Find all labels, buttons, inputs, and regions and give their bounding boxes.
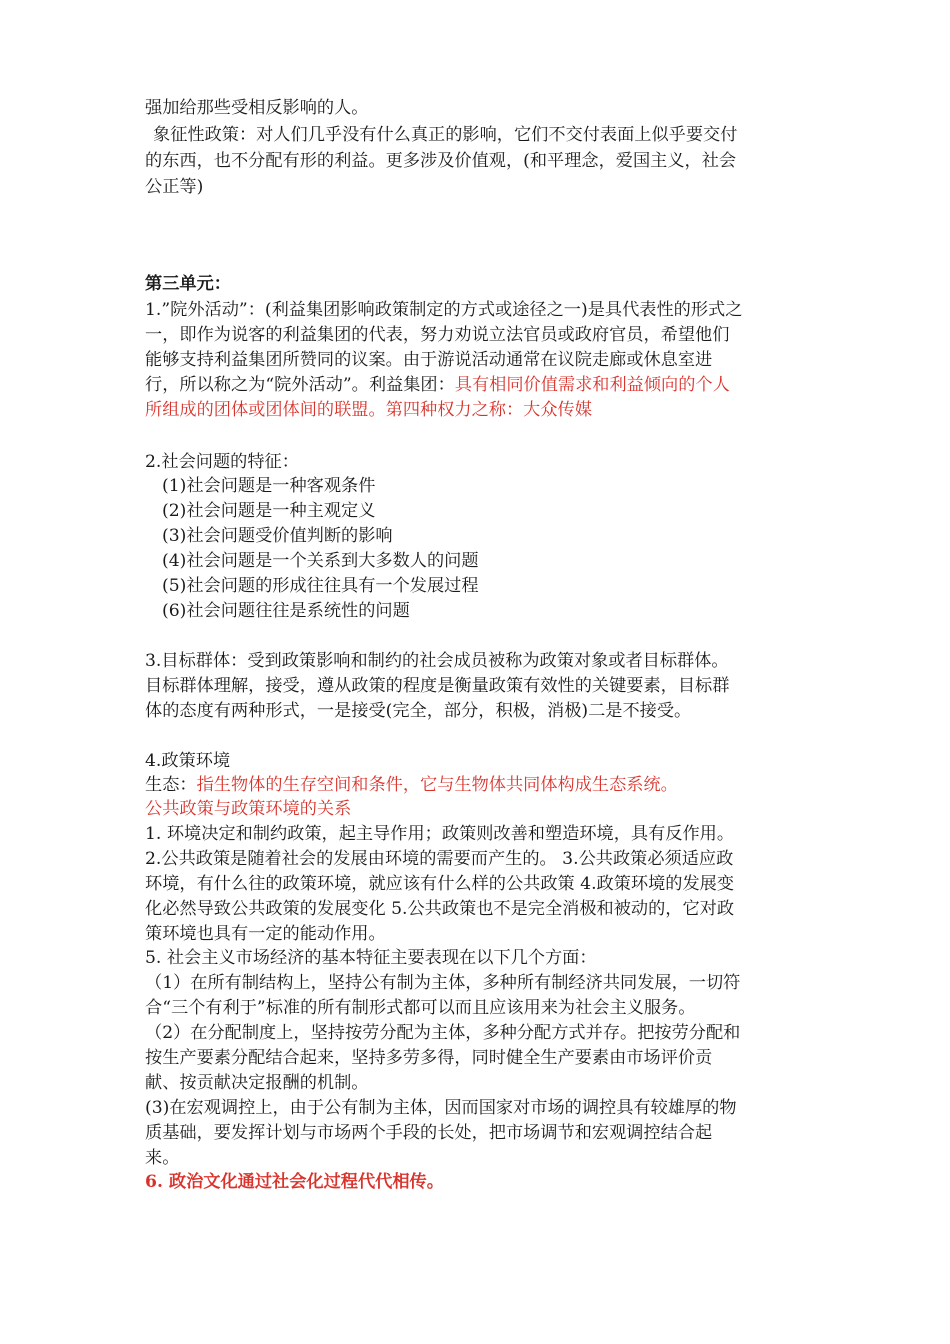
item6-line: 6. 政治文化通过社会化过程代代相传。 xyxy=(145,1172,444,1192)
text-line: 强加给那些受相反影响的人。 xyxy=(145,98,369,118)
item5-line: 合“三个有利于”标准的所有制形式都可以而且应该用来为社会主义服务。 xyxy=(145,998,696,1018)
relation-line: 环境，有什么往的政策环境，就应该有什么样的公共政策 4.政策环境的发展变 xyxy=(145,874,735,894)
item5-line: 质基础，要发挥计划与市场两个手段的长处，把市场调节和宏观调控结合起 xyxy=(145,1123,713,1143)
item3-line: 3.目标群体：受到政策影响和制约的社会成员被称为政策对象或者目标群体。 xyxy=(145,651,729,671)
item1-black-text: 行，所以称之为“院外活动”。利益集团： xyxy=(145,375,455,395)
text-line: 公正等) xyxy=(145,177,204,197)
item2-point: (1)社会问题是一种客观条件 xyxy=(162,476,376,496)
relation-line: 化必然导致公共政策的发展变化 5.公共政策也不是完全消极和被动的，它对政 xyxy=(145,899,735,919)
item5-line: 按生产要素分配结合起来，坚持多劳多得，同时健全生产要素由市场评价贡 xyxy=(145,1048,713,1068)
item2-point: (3)社会问题受价值判断的影响 xyxy=(162,526,393,546)
item1-line: 能够支持利益集团所赞同的议案。由于游说活动通常在议院走廊或休息室进 xyxy=(145,350,713,370)
item2-point: (2)社会问题是一种主观定义 xyxy=(162,501,376,521)
ecology-definition: 指生物体的生存空间和条件，它与生物体共同体构成生态系统。 xyxy=(196,775,678,795)
relation-line: 策环境也具有一定的能动作用。 xyxy=(145,924,386,944)
item1-red-line: 所组成的团体或团体间的联盟。第四种权力之称：大众传媒 xyxy=(145,400,592,420)
item1-line: 1.”院外活动”：(利益集团影响政策制定的方式或途径之一)是具代表性的形式之 xyxy=(145,300,743,320)
item5-line: 献、按贡献决定报酬的机制。 xyxy=(145,1073,369,1093)
item2-title: 2.社会问题的特征： xyxy=(145,452,299,472)
item4-title: 4.政策环境 xyxy=(145,751,231,771)
item5-line: （2）在分配制度上，坚持按劳分配为主体，多种分配方式并存。把按劳分配和 xyxy=(145,1023,741,1043)
item2-point: (6)社会问题往往是系统性的问题 xyxy=(162,601,410,621)
item2-point: (5)社会问题的形成往往具有一个发展过程 xyxy=(162,576,479,596)
item3-line: 体的态度有两种形式，一是接受(完全，部分，积极，消极)二是不接受。 xyxy=(145,701,692,721)
item5-line: （1）在所有制结构上，坚持公有制为主体，多种所有制经济共同发展，一切符 xyxy=(145,973,741,993)
item3-line: 目标群体理解，接受，遵从政策的程度是衡量政策有效性的关键要素，目标群 xyxy=(145,676,730,696)
relation-line: 2.公共政策是随着社会的发展由环境的需要而产生的。 3.公共政策必须适应政 xyxy=(145,849,734,869)
ecology-line xyxy=(145,773,810,798)
symbolic-policy-line: 象征性政策：对人们几乎没有什么真正的影响，它们不交付表面上似乎要交付 xyxy=(153,125,738,145)
item1-red-text: 具有相同价值需求和利益倾向的个人 xyxy=(454,375,730,395)
unit-heading: 第三单元： xyxy=(145,274,231,294)
relation-line: 1. 环境决定和制约政策，起主导作用；政策则改善和塑造环境，具有反作用。 xyxy=(145,824,735,844)
item2-point: (4)社会问题是一个关系到大多数人的问题 xyxy=(162,551,479,571)
item1-line xyxy=(145,373,810,398)
item5-line: (3)在宏观调控上，由于公有制为主体，因而国家对市场的调控具有较雄厚的物 xyxy=(145,1098,737,1118)
item5-title: 5. 社会主义市场经济的基本特征主要表现在以下几个方面： xyxy=(145,948,597,968)
text-line: 的东西，也不分配有形的利益。更多涉及价值观，(和平理念，爱国主义，社会 xyxy=(145,151,737,171)
ecology-label: 生态： xyxy=(145,775,197,795)
item1-line: 一，即作为说客的利益集团的代表，努力劝说立法官员或政府官员，希望他们 xyxy=(145,325,730,345)
relation-heading: 公共政策与政策环境的关系 xyxy=(145,799,352,819)
item5-line: 来。 xyxy=(145,1148,180,1168)
